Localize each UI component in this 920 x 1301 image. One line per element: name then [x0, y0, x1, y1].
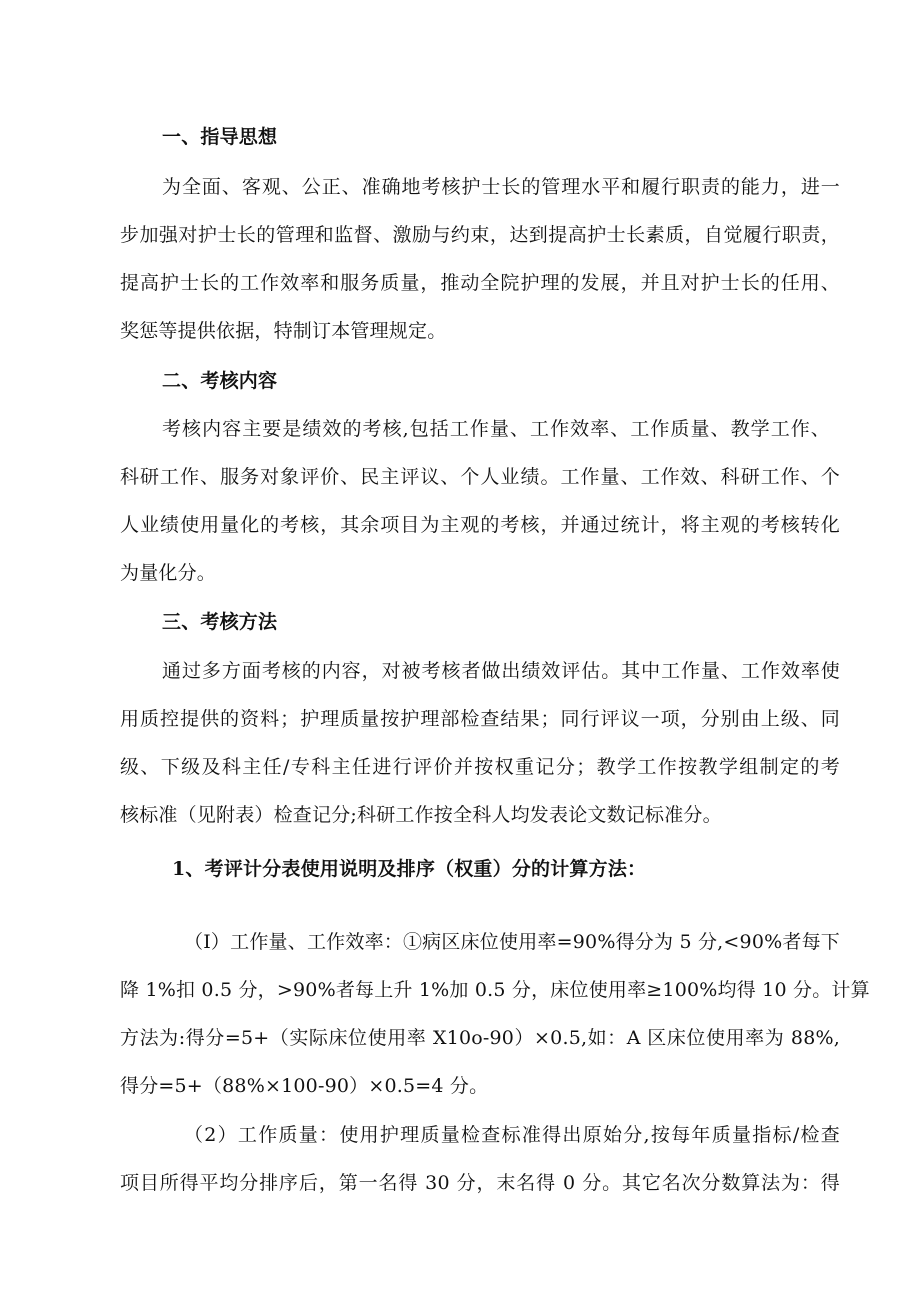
- paragraph-line: 人业绩使用量化的考核，其余项目为主观的考核，并通过统计，将主观的考核转化: [120, 514, 840, 536]
- item-line: 方法为:得分=5+（实际床位使用率 X10o-90）×0.5,如：A 区床位使用率为 88%,: [120, 1027, 840, 1049]
- paragraph-line: 级、下级及科主任/专科主任进行评价并按权重记分；教学工作按教学组制定的考: [120, 756, 840, 778]
- paragraph-line: 为全面、客观、公正、准确地考核护士长的管理水平和履行职责的能力，进一: [162, 176, 840, 198]
- paragraph-line: 通过多方面考核的内容，对被考核者做出绩效评估。其中工作量、工作效率使: [162, 660, 840, 682]
- section-heading-1: 一、指导思想: [162, 126, 278, 148]
- paragraph-line: 核标准（见附表）检查记分;科研工作按全科人均发表论文数记标准分。: [120, 804, 722, 826]
- paragraph-line: 步加强对护士长的管理和监督、激励与约束，达到提高护士长素质，自觉履行职责，: [120, 224, 840, 246]
- section-heading-2: 二、考核内容: [162, 370, 278, 392]
- paragraph-line: 奖惩等提供依据，特制订本管理规定。: [120, 320, 447, 342]
- item-line: （2）工作质量：使用护理质量检查标准得出原始分,按每年质量指标/检查: [184, 1124, 840, 1146]
- section-heading-3: 三、考核方法: [162, 611, 278, 633]
- paragraph-line: 科研工作、服务对象评价、民主评议、个人业绩。工作量、工作效、科研工作、个: [120, 466, 840, 488]
- item-line: （I）工作量、工作效率：①病区床位使用率=90%得分为 5 分,<90%者每下: [184, 931, 840, 953]
- paragraph-line: 用质控提供的资料；护理质量按护理部检查结果；同行评议一项，分别由上级、同: [120, 708, 840, 730]
- paragraph-line: 提高护士长的工作效率和服务质量，推动全院护理的发展，并且对护士长的任用、: [120, 272, 840, 294]
- item-line: 项目所得平均分排序后，第一名得 30 分，末名得 0 分。其它名次分数算法为：得: [120, 1172, 840, 1194]
- item-line: 降 1%扣 0.5 分，>90%者每上升 1%加 0.5 分，床位使用率≥100%均得 10 分。计算: [120, 979, 870, 1001]
- paragraph-line: 考核内容主要是绩效的考核,包括工作量、工作效率、工作质量、教学工作、: [162, 418, 830, 440]
- paragraph-line: 为量化分。: [120, 562, 217, 584]
- subheading: 1、考评计分表使用说明及排序（权重）分的计算方法：: [172, 858, 647, 880]
- item-line: 得分=5+（88%×100-90）×0.5=4 分。: [120, 1075, 489, 1097]
